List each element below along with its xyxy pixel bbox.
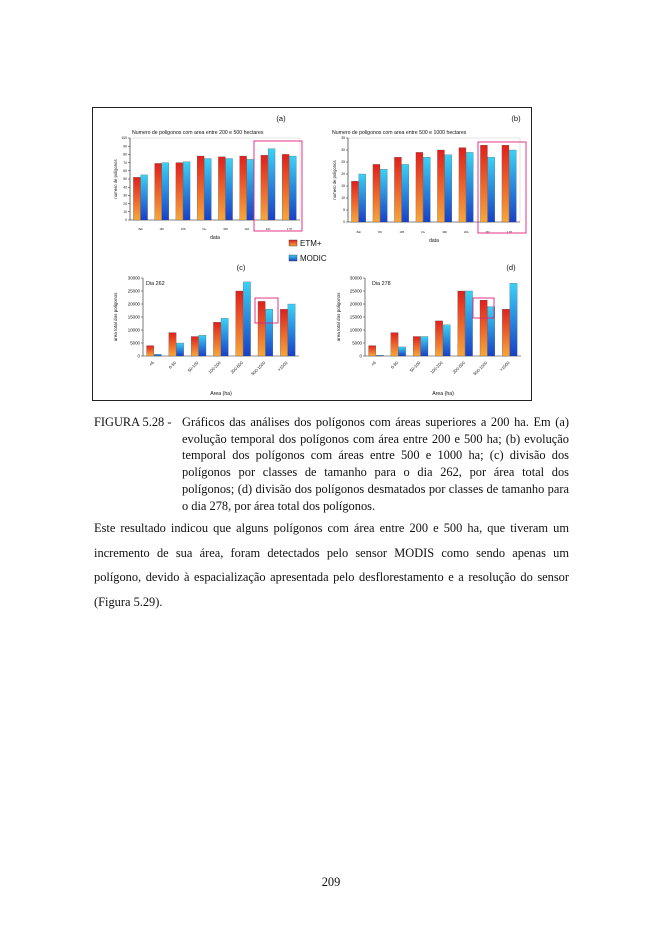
bar-etm (133, 177, 140, 220)
bar-etm (369, 346, 376, 356)
bar-etm (413, 337, 420, 357)
y-tick-label: 15 (341, 184, 345, 189)
bar-etm (394, 157, 401, 222)
bar-modic (288, 304, 295, 356)
bar-etm (197, 156, 204, 220)
y-tick-label: 30000 (127, 275, 140, 281)
bar-etm (191, 337, 198, 357)
y-tick-label: 20 (341, 172, 345, 177)
y-tick-label: 90 (123, 144, 127, 149)
bar-modic (221, 318, 228, 356)
bar-etm (213, 322, 220, 356)
bar-modic (445, 155, 452, 222)
bar-etm (258, 301, 265, 356)
x-tick-label: 2 78 (506, 231, 512, 234)
legend-label-modic: MODIC (300, 254, 327, 263)
y-tick-label: 20000 (349, 301, 362, 307)
bar-etm (261, 155, 268, 220)
bar-modic (204, 159, 211, 221)
y-tick-label: 10 (341, 196, 345, 201)
y-tick-label: 20 (123, 201, 127, 206)
y-tick-label: 30000 (349, 275, 362, 281)
bar-etm (480, 300, 487, 356)
bar-modic (466, 152, 473, 222)
bar-etm (176, 163, 183, 220)
panel-label: (c) (236, 263, 246, 272)
page-number: 209 (321, 875, 341, 889)
x-tick-label: 200-500 (229, 360, 244, 375)
bar-modic (402, 164, 409, 222)
bar-etm (416, 152, 423, 222)
body-paragraph: Este resultado indicou que alguns polígonos com área entre 200 e 500 ha, que tiveram um incremento de sua área, foram detectados pelo sensor MODIS como sendo apenas um polígono, devido à espacialização apresentada pelo desflorestamento e a resolução do sensor (Figura 5.29). (94, 521, 569, 609)
x-axis-label: Area (ha) (432, 391, 454, 397)
caption-text: Gráficos das análises dos polígonos com áreas superiores a 200 ha. Em (a) evolução temporal dos polígonos com área entre 200 e 500 ha; (b) evolução temporal dos polígonos com áreas entre 500 e 1000 ha; (c) divisão dos polígonos por classes de tamanho para o dia 262, por área total dos polígonos; (d) divisão dos polígonos desmatados por classes de tamanho para o dia 278, por área total dos polígonos. (182, 415, 569, 513)
bar-modic (162, 163, 169, 220)
x-tick-label: 23C (265, 228, 271, 231)
bar-etm (147, 346, 154, 356)
x-tick-label: <6 (369, 360, 377, 368)
y-tick-label: 5000 (130, 340, 140, 346)
y-tick-label: 0 (343, 220, 345, 225)
y-axis-label: numero de poligonos (332, 160, 337, 200)
y-tick-label: 5 (343, 208, 345, 213)
bar-modic (199, 335, 206, 356)
x-axis-label: data (429, 238, 439, 244)
bar-modic (268, 149, 275, 220)
y-tick-label: 50 (123, 177, 127, 182)
x-tick-label: >1000 (498, 360, 511, 373)
x-tick-label: 33D (442, 231, 448, 234)
legend-label-etm: ETM+ (300, 239, 322, 248)
bar-modic (398, 347, 405, 356)
legend-swatch-modic (289, 255, 297, 261)
y-tick-label: 10 (123, 209, 127, 214)
x-tick-label: 6-50 (167, 360, 178, 370)
x-tick-label: 18C (159, 228, 165, 231)
y-axis-label: numero de poligonos (113, 159, 118, 199)
panel-label: (b) (511, 114, 521, 123)
x-tick-label: <6 (147, 360, 155, 368)
bar-modic (465, 291, 472, 356)
x-tick-label: 200-500 (451, 360, 466, 375)
chart-a (113, 114, 302, 241)
y-tick-label: 25000 (127, 288, 140, 294)
chart-title: Numero de poligonos com area entre 500 e 1000 hectares (332, 130, 467, 136)
x-tick-label: 8ab (138, 228, 143, 231)
y-tick-label: 10000 (349, 327, 362, 333)
x-tick-label: 33D (223, 228, 229, 231)
bar-etm (459, 148, 466, 222)
y-tick-label: 80 (123, 152, 127, 157)
x-tick-label: 50-100 (408, 360, 422, 373)
bar-etm (458, 291, 465, 356)
x-tick-label: 31+ (421, 231, 426, 234)
chart-title: Dia 262 (146, 281, 165, 287)
bar-modic (509, 150, 516, 222)
x-tick-label: 500-1000 (250, 360, 267, 377)
y-tick-label: 100 (121, 136, 127, 141)
bar-etm (155, 163, 162, 220)
bar-modic (176, 343, 183, 356)
bar-etm (282, 154, 289, 220)
y-tick-label: 25 (341, 160, 345, 165)
y-tick-label: 0 (137, 353, 140, 359)
x-tick-label: 1P8 (180, 228, 186, 231)
chart-title: Numero de poligonos com area entre 200 e 500 hectares (132, 130, 264, 136)
chart-b (332, 114, 526, 244)
y-axis-label: area total dos poligonos (336, 292, 341, 342)
y-tick-label: 15000 (127, 314, 140, 320)
y-tick-label: 0 (359, 353, 362, 359)
bar-modic (266, 309, 273, 356)
y-tick-label: 10000 (127, 327, 140, 333)
bar-modic (243, 282, 250, 356)
x-tick-label: 1P8 (399, 231, 405, 234)
bar-etm (280, 309, 287, 356)
figure-caption (94, 414, 569, 514)
y-tick-label: 30 (341, 148, 345, 153)
x-tick-label: >1000 (276, 360, 289, 373)
y-tick-label: 70 (123, 160, 127, 165)
bar-etm (218, 157, 225, 220)
bar-modic (247, 159, 254, 220)
bar-etm (240, 156, 247, 220)
chart-title: Dia 278 (372, 281, 391, 287)
bar-modic (376, 355, 383, 356)
bar-etm (236, 291, 243, 356)
bar-etm (480, 145, 487, 222)
x-tick-label: 100-200 (207, 360, 222, 375)
x-tick-label: 31+ (202, 228, 207, 231)
legend-swatch-etm (289, 240, 297, 246)
y-tick-label: 15000 (349, 314, 362, 320)
bar-modic (421, 337, 428, 357)
chart-d (336, 263, 521, 397)
panel-label: (a) (276, 114, 286, 123)
bar-etm (435, 321, 442, 356)
x-tick-label: 29A (244, 228, 250, 231)
bar-modic (183, 162, 190, 220)
y-axis-label: area total dos poligonos (113, 292, 118, 342)
bar-modic (226, 159, 233, 221)
x-tick-label: 23C (485, 231, 491, 234)
x-tick-label: 29A (463, 231, 469, 234)
y-tick-label: 0 (125, 218, 127, 223)
y-tick-label: 60 (123, 168, 127, 173)
x-tick-label: 500-1000 (472, 360, 489, 377)
x-tick-label: 6-50 (389, 360, 400, 370)
x-tick-label: 8IC (378, 231, 383, 234)
y-tick-label: 20000 (127, 301, 140, 307)
chart-legend (289, 239, 327, 263)
y-tick-label: 30 (123, 193, 127, 198)
bar-etm (351, 181, 358, 222)
y-tick-label: 40 (123, 185, 127, 190)
bar-etm (169, 333, 176, 356)
bar-etm (502, 145, 509, 222)
bar-modic (380, 169, 387, 222)
bar-modic (154, 354, 161, 356)
y-tick-label: 5000 (352, 340, 362, 346)
bar-modic (423, 157, 430, 222)
chart-c (113, 263, 299, 397)
bar-modic (443, 325, 450, 356)
bar-etm (437, 150, 444, 222)
x-tick-label: 8ab (356, 231, 361, 234)
panel-label: (d) (506, 263, 516, 272)
y-tick-label: 25000 (349, 288, 362, 294)
bar-modic (289, 156, 296, 220)
x-axis-label: data (210, 235, 220, 241)
bar-etm (502, 309, 509, 356)
x-axis-label: Area (ha) (210, 391, 232, 397)
bar-etm (373, 164, 380, 222)
x-tick-label: 100-200 (429, 360, 444, 375)
figure-5-28 (92, 107, 532, 401)
x-tick-label: 2 78 (286, 228, 292, 231)
bar-etm (391, 333, 398, 356)
caption-label: FIGURA 5.28 - (94, 415, 172, 429)
y-tick-label: 35 (341, 136, 345, 141)
bar-modic (510, 283, 517, 356)
figure-charts (93, 108, 533, 402)
x-tick-label: 50-100 (186, 360, 200, 373)
bar-modic (141, 175, 148, 220)
bar-modic (359, 174, 366, 222)
bar-modic (488, 157, 495, 222)
